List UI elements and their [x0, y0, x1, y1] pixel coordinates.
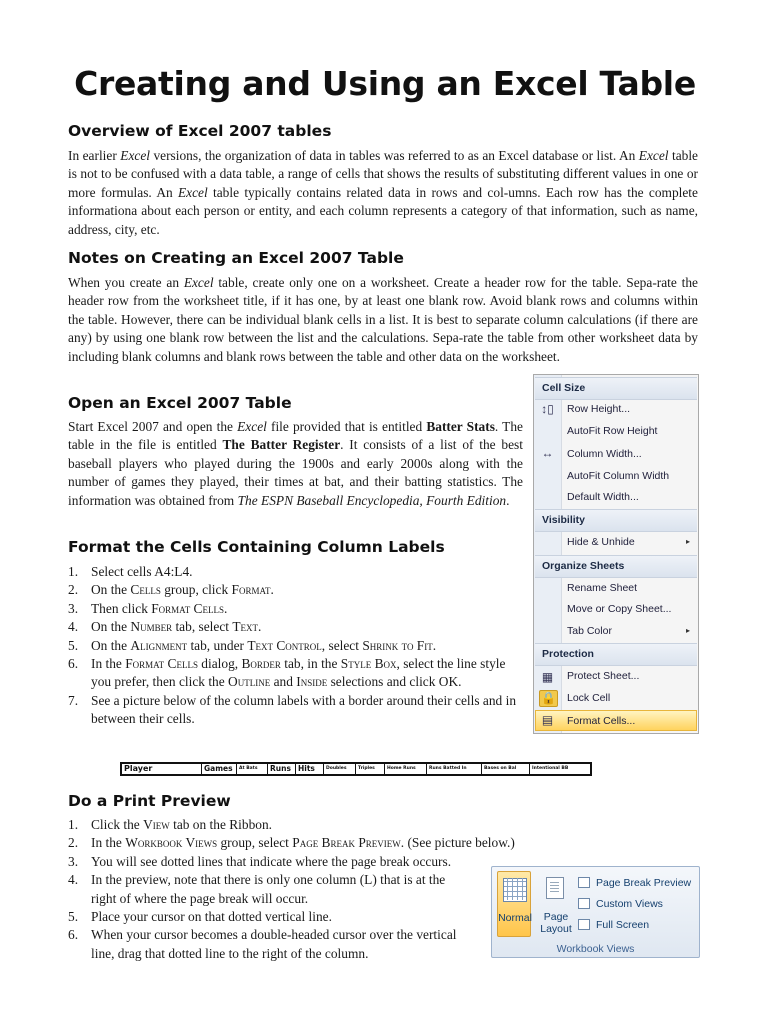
column-label-cell: Player [122, 764, 202, 774]
column-label-cell: Triples [356, 764, 385, 774]
list-item: 7. See a picture below of the column labels with a border around their cells and in between their cells. [68, 692, 517, 727]
format-steps-list [68, 563, 528, 729]
page-layout-icon [546, 877, 564, 899]
page-title: Creating and Using an Excel Table [74, 64, 696, 103]
column-labels-strip [120, 762, 592, 776]
open-paragraph: Start Excel 2007 and open the Excel file provided that is entitled Batter Stats. The table in the file is entitled The Batter Register. It consists of a list of the best baseball players who played during the 1900s and early 2000s along with the number of games they played, their times at bat, and their batting statistics. The information was obtained from The ESPN Baseball Encyclopedia, Fourth Edition. [68, 419, 523, 508]
menu-item-default-width[interactable]: Default Width... [567, 491, 639, 503]
menu-item-protect-sheet[interactable]: Protect Sheet... [567, 670, 640, 682]
menu-item-format-cells[interactable]: Format Cells... [567, 715, 636, 727]
column-label-cell: Bases on Bal [482, 764, 530, 774]
column-label-cell: Games [202, 764, 237, 774]
menu-item-autofit-row-height[interactable]: AutoFit Row Height [567, 425, 658, 437]
column-label-cell: Runs Batted In [427, 764, 482, 774]
column-width-icon: ↔ [541, 446, 554, 460]
page-break-preview-icon [578, 877, 590, 888]
list-item: 5. On the Alignment tab, under Text Control, select Shrink to Fit. [68, 637, 437, 653]
menu-item-tab-color[interactable]: Tab Color ▸ [567, 621, 698, 641]
print-heading: Do a Print Preview [68, 792, 231, 810]
menu-header-protection: Protection [535, 643, 697, 666]
overview-paragraph: In earlier Excel versions, the organization of data in tables was referred to as an Excel database or list. An Excel table is not to be confused with a data table, a range of cells that shows the results of substituting different values in one or more formulas. An Excel table typically contains related data in rows and col-umns. Each row has the complete informationa about each person or entity, and each column represents a category of that information, such as name, address, city, etc. [68, 148, 698, 237]
list-item: 3. You will see dotted lines that indicate where the page break occurs. [68, 853, 452, 869]
list-item: 4. On the Number tab, select Text. [68, 619, 262, 635]
column-label-cell: Intentional BB [532, 766, 569, 771]
menu-item-move-copy-sheet[interactable]: Move or Copy Sheet... [567, 603, 672, 615]
open-heading: Open an Excel 2007 Table [68, 394, 292, 412]
grid-lines [503, 878, 525, 900]
notes-heading: Notes on Creating an Excel 2007 Table [68, 249, 404, 267]
menu-item-row-height[interactable]: Row Height... [567, 403, 631, 415]
notes-paragraph: When you create an Excel table, create only one on a worksheet. Create a header row for the table. Sepa-rate the header row from the worksheet title, if it has one, by at least one blank row. Avoid blank rows and columns within the table. However, there can be individual blank cells in a list. It is best to separate column calculations (if there are any) by using one blank row between the list and the calculations. Sepa-rate the table from other worksheet data by including blank columns and blank rows between the table and other data on the worksheet. [68, 275, 698, 364]
menu-item-autofit-column-width[interactable]: AutoFit Column Width [567, 470, 670, 482]
menu-header-visibility: Visibility [535, 509, 697, 532]
page-break-preview-button[interactable]: Page Break Preview [576, 875, 691, 891]
list-item: 6. In the Format Cells dialog, Border tab, in the Style Box, select the line style you prefer, then click the Outline and Inside selections and click OK. [68, 656, 506, 690]
menu-item-lock-cell[interactable]: Lock Cell [567, 692, 611, 704]
list-item: 2. In the Workbook Views group, select Page Break Preview. (See picture below.) [68, 835, 515, 851]
lock-icon: 🔒 [539, 690, 558, 707]
column-label-cell: Home Runs [385, 764, 427, 774]
column-label-cell: Doubles [324, 764, 356, 774]
list-item: 4. In the preview, note that there is only one column (L) that is at the right of where the page break will occur. [68, 872, 446, 906]
overview-heading: Overview of Excel 2007 tables [68, 122, 332, 140]
normal-view-label: Normal [498, 912, 532, 924]
column-label-cell: Runs [268, 764, 296, 774]
list-item: 2. On the Cells group, click Format. [68, 582, 274, 598]
submenu-arrow-icon: ▸ [685, 626, 690, 635]
page-layout-button[interactable]: Page Layout [540, 911, 572, 935]
format-cells-icon: ▤ [541, 713, 554, 727]
format-heading: Format the Cells Containing Column Labels [68, 538, 445, 556]
list-item: 6. When your cursor becomes a double-headed cursor over the vertical line, drag that dotted line to the right of the column. [68, 927, 457, 961]
menu-item-hide-unhide[interactable]: Hide & Unhide ▸ [567, 532, 698, 552]
custom-views-button[interactable]: Custom Views [576, 896, 663, 912]
list-item: 3. Then click Format Cells. [68, 600, 228, 616]
column-label-cell: At Bats [237, 764, 268, 774]
column-label-cell: Hits [296, 764, 324, 774]
list-item: 1. Select cells A4:L4. [68, 564, 193, 579]
menu-header-organize-sheets: Organize Sheets [535, 555, 697, 578]
format-context-menu [533, 374, 699, 734]
menu-header-cell-size: Cell Size [535, 377, 697, 400]
full-screen-button[interactable]: Full Screen [576, 917, 649, 933]
menu-item-column-width[interactable]: Column Width... [567, 448, 642, 460]
submenu-arrow-icon: ▸ [685, 537, 690, 546]
ribbon-group-label: Workbook Views [556, 943, 635, 955]
menu-item-rename-sheet[interactable]: Rename Sheet [567, 582, 638, 594]
normal-view-button[interactable] [497, 871, 531, 937]
full-screen-icon [578, 919, 590, 930]
row-height-icon: ↕▯ [541, 402, 554, 416]
protect-sheet-icon: ▦ [541, 670, 554, 684]
list-item: 5. Place your cursor on that dotted vertical line. [68, 909, 332, 925]
workbook-views-ribbon-group [491, 866, 700, 958]
custom-views-icon [578, 898, 590, 909]
list-item: 1. Click the View tab on the Ribbon. [68, 817, 273, 832]
